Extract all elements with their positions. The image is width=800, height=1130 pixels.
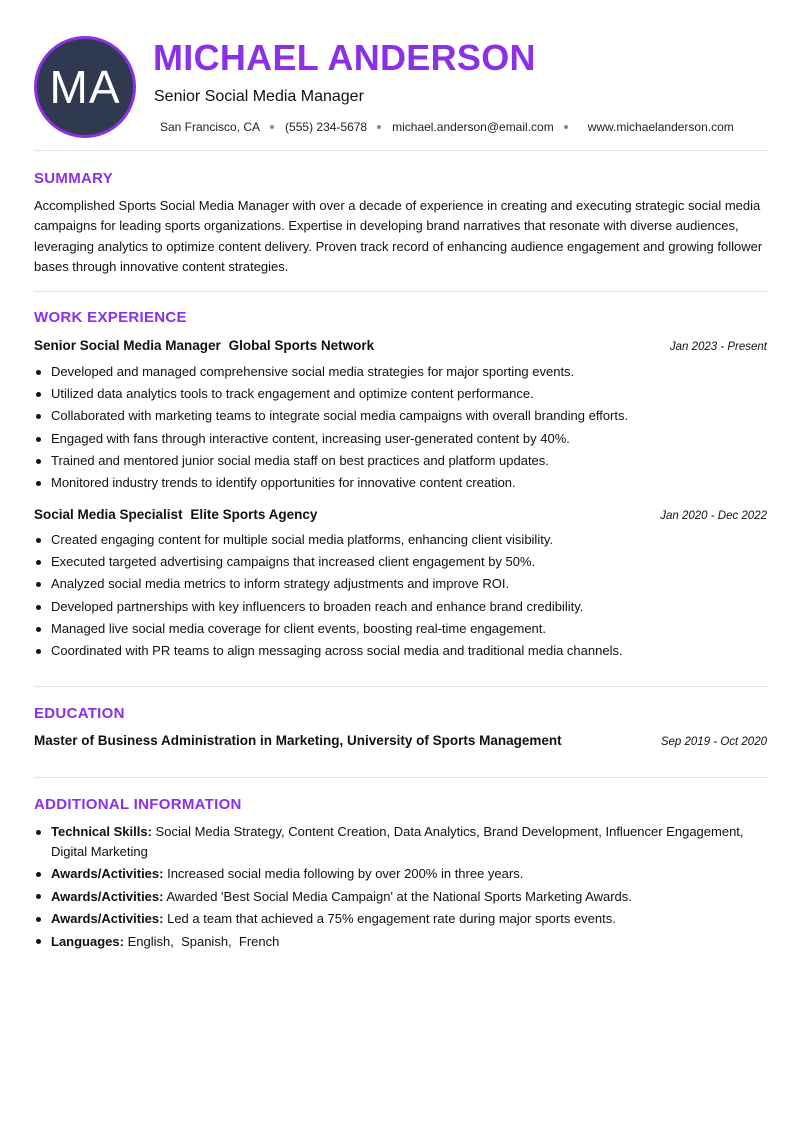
education-dates: Sep 2019 - Oct 2020 xyxy=(660,736,767,748)
list-item xyxy=(34,864,769,884)
job-company: Elite Sports Agency xyxy=(190,507,318,522)
education-entry xyxy=(34,733,767,748)
list-item xyxy=(34,822,769,861)
list-item: Utilized data analytics tools to track engagement and optimize content performance. xyxy=(34,386,767,402)
list-item: Developed partnerships with key influencers to broaden reach and enhance brand credibility. xyxy=(34,599,767,615)
list-item xyxy=(34,909,769,929)
separator-dot-icon xyxy=(377,125,381,129)
job-company: Global Sports Network xyxy=(228,338,375,353)
info-text: Led a team that achieved a 75% engagement rate during major sports events. xyxy=(167,911,616,926)
info-label: Awards/Activities: xyxy=(51,866,164,881)
job-dates: Jan 2020 - Dec 2022 xyxy=(660,510,767,522)
job-header xyxy=(34,507,767,522)
job-title xyxy=(34,338,374,353)
list-item: Created engaging content for multiple social media platforms, enhancing client visibility. xyxy=(34,532,767,548)
info-text: Increased social media following by over 200% in three years. xyxy=(167,866,524,881)
separator-dot-icon xyxy=(270,125,274,129)
list-item xyxy=(34,932,769,952)
list-item: Analyzed social media metrics to inform strategy adjustments and improve ROI. xyxy=(34,576,767,592)
info-text: English, Spanish, French xyxy=(127,933,280,949)
info-label: Technical Skills: xyxy=(51,824,152,839)
additional-info-list xyxy=(34,822,769,954)
job-role: Senior Social Media Manager xyxy=(34,338,221,353)
education-heading: EDUCATION xyxy=(34,705,125,722)
contact-line xyxy=(160,120,734,134)
list-item: Executed targeted advertising campaigns that increased client engagement by 50%. xyxy=(34,554,767,570)
job-dates: Jan 2023 - Present xyxy=(669,341,767,353)
list-item: Developed and managed comprehensive social media strategies for major sporting events. xyxy=(34,364,767,380)
list-item: Collaborated with marketing teams to integrate social media campaigns with overall branding efforts. xyxy=(34,408,767,424)
work-experience-heading: WORK EXPERIENCE xyxy=(34,309,187,326)
job-header xyxy=(34,338,767,353)
contact-location: San Francisco, CA xyxy=(160,120,261,134)
education-degree: Master of Business Administration in Marketing, University of Sports Management xyxy=(34,733,562,748)
summary-heading: SUMMARY xyxy=(34,170,114,187)
candidate-headline: Senior Social Media Manager xyxy=(154,88,364,105)
section-divider xyxy=(34,150,767,151)
candidate-name: MICHAEL ANDERSON xyxy=(153,37,536,78)
contact-website[interactable]: www.michaelanderson.com xyxy=(587,120,734,134)
list-item: Monitored industry trends to identify opportunities for innovative content creation. xyxy=(34,475,767,491)
info-label: Awards/Activities: xyxy=(51,888,164,904)
job-role: Social Media Specialist xyxy=(34,507,183,522)
list-item: Coordinated with PR teams to align messaging across social media and traditional media channels. xyxy=(34,643,767,659)
contact-phone: (555) 234-5678 xyxy=(285,120,368,134)
section-divider xyxy=(34,291,767,292)
job-bullets xyxy=(34,532,767,665)
contact-email[interactable]: michael.anderson@email.com xyxy=(392,120,554,134)
info-text: Social Media Strategy, Content Creation, Data Analytics, Brand Development, Influencer Engagement, Digital Marketing xyxy=(51,824,744,859)
info-text: Awarded 'Best Social Media Campaign' at the National Sports Marketing Awards. xyxy=(166,888,632,904)
info-label: Awards/Activities: xyxy=(51,911,164,926)
section-divider xyxy=(34,777,767,778)
avatar xyxy=(34,36,136,138)
job-title xyxy=(34,507,317,522)
section-divider xyxy=(34,686,767,687)
list-item: Managed live social media coverage for client events, boosting real-time engagement. xyxy=(34,621,767,637)
additional-info-heading: ADDITIONAL INFORMATION xyxy=(34,796,242,813)
list-item: Engaged with fans through interactive content, increasing user-generated content by 40%. xyxy=(34,431,767,447)
info-label: Languages: xyxy=(51,933,124,949)
separator-dot-icon xyxy=(564,125,568,129)
list-item: Trained and mentored junior social media staff on best practices and platform updates. xyxy=(34,453,767,469)
job-bullets xyxy=(34,364,767,497)
list-item xyxy=(34,887,769,907)
avatar-initials: MA xyxy=(49,61,121,113)
summary-text: Accomplished Sports Social Media Manager with over a decade of experience in creating and executing strategic social media campaigns for leading sports organizations. Expertise in developing brand narratives that resonate with diverse audiences, leveraging analytics to optimize content delivery. Proven track record of enhancing audience engagement and growing follower bases through innovative content strategies. xyxy=(34,198,763,274)
